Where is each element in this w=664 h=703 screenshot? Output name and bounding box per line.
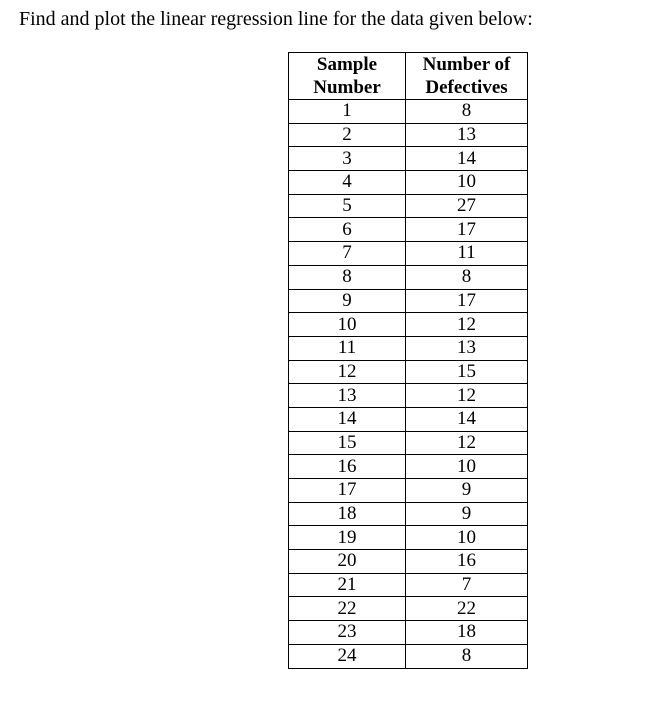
sample-number-cell: 17 — [289, 479, 406, 503]
defectives-cell: 12 — [406, 431, 528, 455]
defectives-cell: 17 — [406, 289, 528, 313]
table-row — [289, 407, 528, 431]
table-row — [289, 479, 528, 503]
defectives-cell: 17 — [406, 218, 528, 242]
defectives-cell: 7 — [406, 573, 528, 597]
defectives-cell: 10 — [406, 171, 528, 195]
defectives-cell: 12 — [406, 384, 528, 408]
sample-number-cell: 5 — [289, 194, 406, 218]
sample-number-cell: 22 — [289, 597, 406, 621]
table-row — [289, 147, 528, 171]
header-sample-line2: Number — [313, 77, 381, 98]
defectives-cell: 11 — [406, 242, 528, 266]
sample-number-cell: 16 — [289, 455, 406, 479]
table-row — [289, 218, 528, 242]
sample-number-cell: 4 — [289, 171, 406, 195]
table-row — [289, 526, 528, 550]
sample-number-cell: 18 — [289, 502, 406, 526]
sample-number-cell: 9 — [289, 289, 406, 313]
sample-number-cell: 7 — [289, 242, 406, 266]
table-row — [289, 242, 528, 266]
table-row — [289, 171, 528, 195]
table-row — [289, 265, 528, 289]
table-row — [289, 194, 528, 218]
sample-number-cell: 14 — [289, 407, 406, 431]
defectives-cell: 14 — [406, 407, 528, 431]
defectives-cell: 9 — [406, 479, 528, 503]
defectives-cell: 15 — [406, 360, 528, 384]
sample-number-cell: 1 — [289, 100, 406, 124]
header-number-of-defectives — [406, 53, 528, 100]
table-row — [289, 502, 528, 526]
table-row — [289, 431, 528, 455]
defectives-cell: 13 — [406, 123, 528, 147]
table-row — [289, 336, 528, 360]
table-header-row — [289, 53, 528, 100]
defectives-cell: 13 — [406, 336, 528, 360]
defectives-cell: 10 — [406, 526, 528, 550]
sample-number-cell: 21 — [289, 573, 406, 597]
table-row — [289, 123, 528, 147]
sample-number-cell: 23 — [289, 621, 406, 645]
sample-number-cell: 6 — [289, 218, 406, 242]
defectives-cell: 8 — [406, 644, 528, 668]
defectives-cell: 18 — [406, 621, 528, 645]
table-row — [289, 455, 528, 479]
table-body — [289, 100, 528, 669]
table-row — [289, 644, 528, 668]
sample-number-cell: 24 — [289, 644, 406, 668]
header-defectives-line2: Defectives — [425, 77, 508, 98]
table-row — [289, 621, 528, 645]
table-row — [289, 360, 528, 384]
sample-number-cell: 15 — [289, 431, 406, 455]
defectives-cell: 12 — [406, 313, 528, 337]
sample-number-cell: 3 — [289, 147, 406, 171]
defectives-cell: 8 — [406, 265, 528, 289]
defectives-cell: 9 — [406, 502, 528, 526]
header-sample-number — [289, 53, 406, 100]
problem-statement: Find and plot the linear regression line for the data given below: — [19, 8, 533, 30]
sample-number-cell: 11 — [289, 336, 406, 360]
table-row — [289, 550, 528, 574]
sample-number-cell: 12 — [289, 360, 406, 384]
defectives-cell: 10 — [406, 455, 528, 479]
header-defectives-line1: Number of — [422, 54, 511, 75]
sample-number-cell: 19 — [289, 526, 406, 550]
sample-number-cell: 10 — [289, 313, 406, 337]
defectives-cell: 22 — [406, 597, 528, 621]
table-row — [289, 384, 528, 408]
table-row — [289, 289, 528, 313]
defectives-cell: 14 — [406, 147, 528, 171]
table-row — [289, 597, 528, 621]
sample-number-cell: 2 — [289, 123, 406, 147]
table-row — [289, 100, 528, 124]
defectives-data-table — [288, 52, 528, 669]
defectives-cell: 16 — [406, 550, 528, 574]
sample-number-cell: 13 — [289, 384, 406, 408]
header-sample-line1: Sample — [316, 54, 378, 75]
table-row — [289, 313, 528, 337]
defectives-cell: 27 — [406, 194, 528, 218]
sample-number-cell: 20 — [289, 550, 406, 574]
table-row — [289, 573, 528, 597]
defectives-cell: 8 — [406, 100, 528, 124]
sample-number-cell: 8 — [289, 265, 406, 289]
